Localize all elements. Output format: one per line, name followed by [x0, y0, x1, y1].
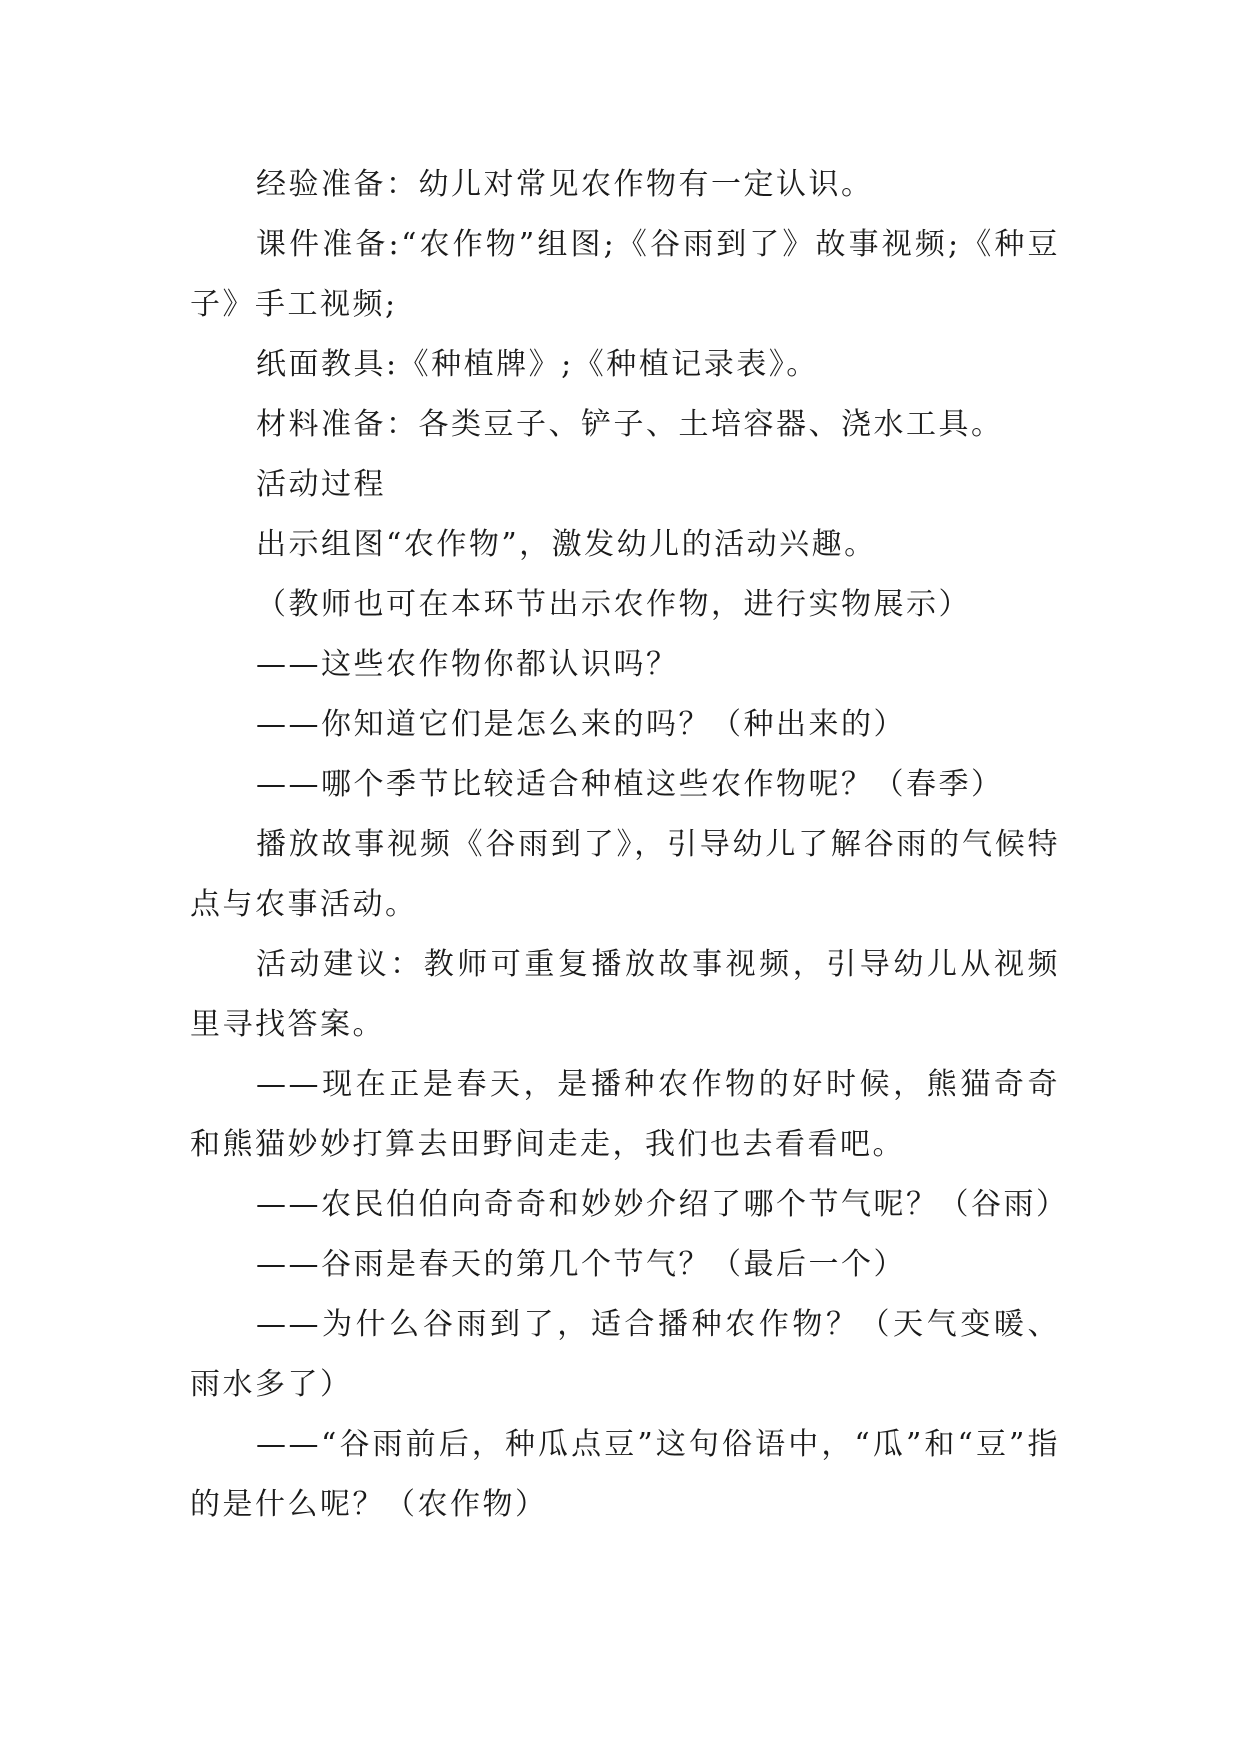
- question-6: ——谷雨是春天的第几个节气？（最后一个）: [256, 1247, 906, 1282]
- step-play-story-video: 播放故事视频《谷雨到了》，引导幼儿了解谷雨的气候特点与农事活动。: [190, 827, 1060, 922]
- question-4: ——现在正是春天，是播种农作物的好时候，熊猫奇奇和熊猫妙妙打算去田野间走走，我们也去看看吧。: [190, 1067, 1060, 1162]
- paper-teaching-aids: 纸面教具:《种植牌》;《种植记录表》。: [256, 347, 819, 382]
- teacher-note: （教师也可在本环节出示农作物，进行实物展示）: [256, 587, 971, 622]
- courseware-preparation: 课件准备:“农作物”组图;《谷雨到了》故事视频;《种豆子》手工视频;: [190, 227, 1060, 322]
- question-5: ——农民伯伯向奇奇和妙妙介绍了哪个节气呢？（谷雨）: [256, 1187, 1069, 1222]
- question-1: ——这些农作物你都认识吗？: [256, 647, 679, 682]
- question-2: ——你知道它们是怎么来的吗？（种出来的）: [256, 707, 906, 742]
- activity-suggestion: 活动建议：教师可重复播放故事视频，引导幼儿从视频里寻找答案。: [190, 947, 1060, 1042]
- question-8: ——“谷雨前后，种瓜点豆”这句俗语中，“瓜”和“豆”指的是什么呢？（农作物）: [190, 1427, 1060, 1522]
- section-heading-activity-process: 活动过程: [256, 467, 386, 502]
- material-preparation: 材料准备：各类豆子、铲子、土培容器、浇水工具。: [256, 407, 1004, 442]
- document-body: [190, 155, 1069, 1535]
- step-show-crop-pictures: 出示组图“农作物”，激发幼儿的活动兴趣。: [256, 527, 877, 562]
- experience-preparation: 经验准备：幼儿对常见农作物有一定认识。: [256, 167, 874, 202]
- question-3: ——哪个季节比较适合种植这些农作物呢？（春季）: [256, 767, 1004, 802]
- question-7: ——为什么谷雨到了，适合播种农作物？（天气变暖、雨水多了）: [190, 1307, 1060, 1402]
